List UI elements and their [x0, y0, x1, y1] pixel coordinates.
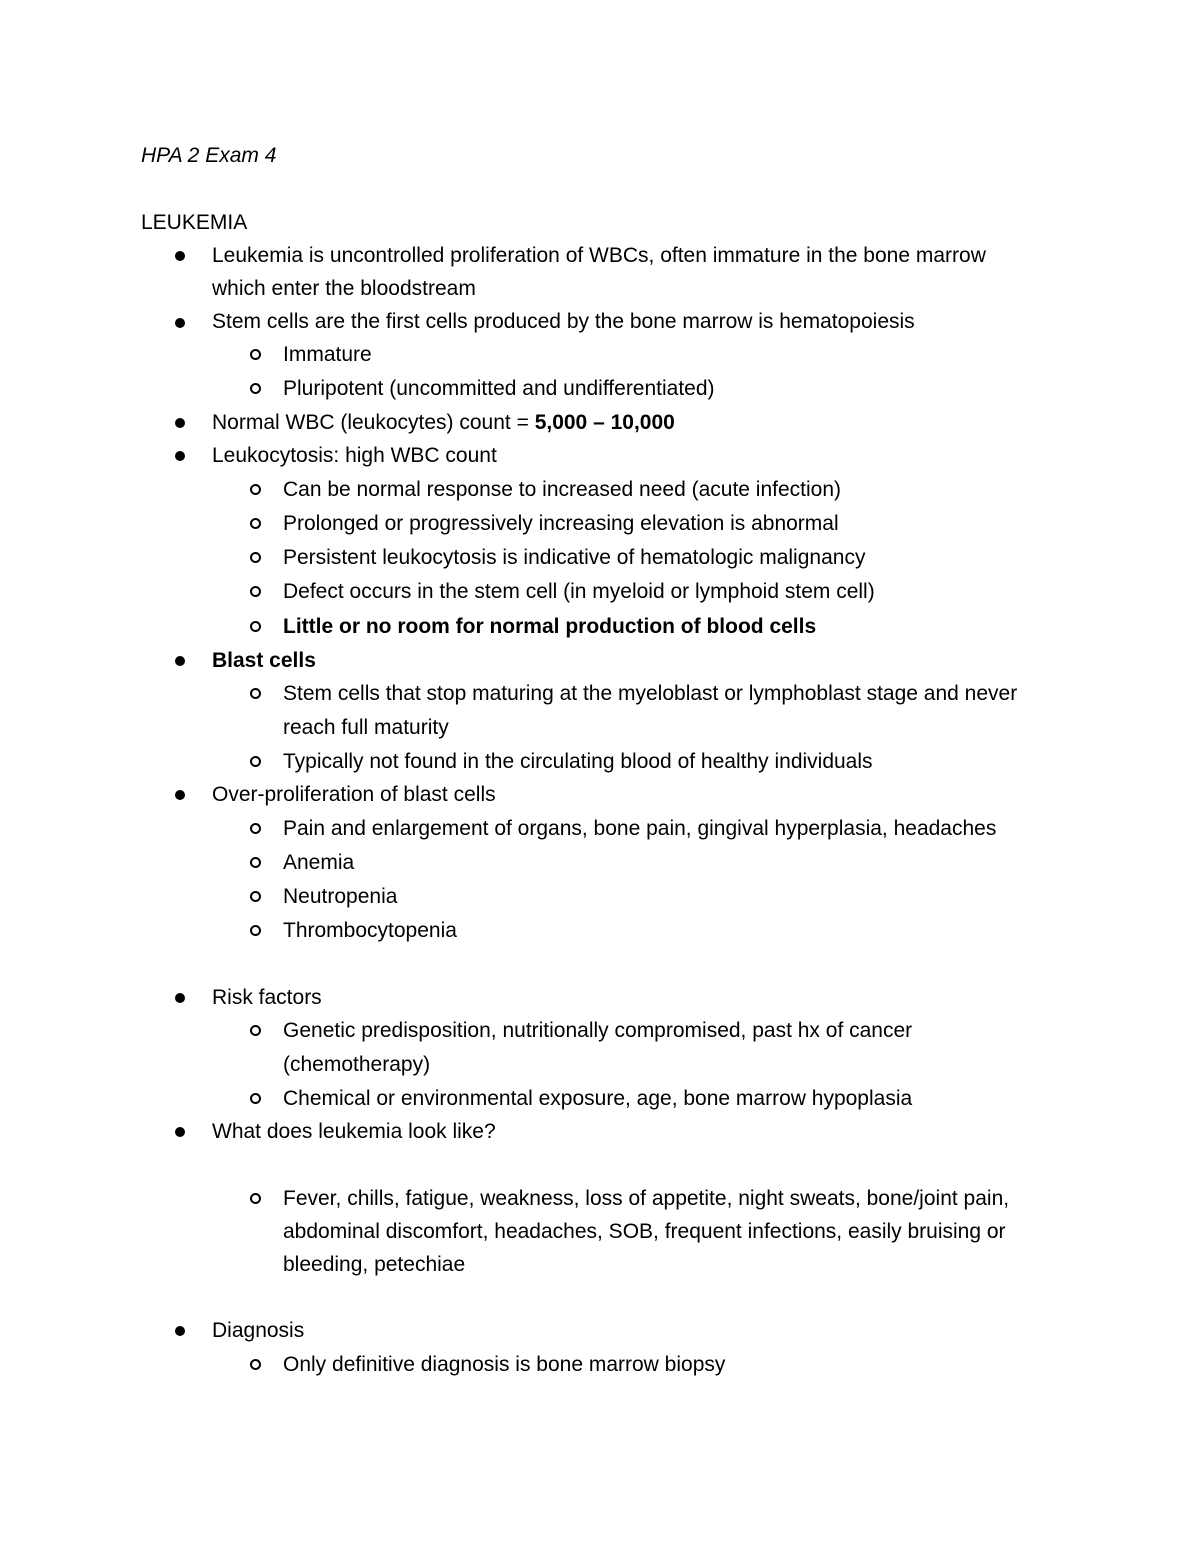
sub-bullet-icon	[250, 586, 261, 597]
sub-bullet-icon	[250, 383, 261, 394]
sub-bullet-icon	[250, 857, 261, 868]
sub-bullet-icon	[250, 518, 261, 529]
list-item-continuation: which enter the bloodstream	[212, 277, 476, 300]
list-item: Stem cells are the first cells produced by the bone marrow is hematopoiesis	[212, 310, 915, 333]
bullet-icon	[175, 790, 185, 800]
sub-list-item: Little or no room for normal production of blood cells	[283, 615, 817, 638]
sub-list-item: Chemical or environmental exposure, age, bone marrow hypoplasia	[283, 1087, 913, 1110]
sub-list-item-continuation: bleeding, petechiae	[283, 1253, 466, 1276]
list-item: Leukocytosis: high WBC count	[212, 444, 497, 467]
sub-bullet-icon	[250, 823, 261, 834]
list-item: Diagnosis	[212, 1319, 305, 1342]
sub-bullet-icon	[250, 1093, 261, 1104]
list-item	[212, 410, 675, 436]
section-heading: LEUKEMIA	[141, 211, 248, 234]
sub-list-item: Prolonged or progressively increasing elevation is abnormal	[283, 512, 839, 535]
sub-bullet-icon	[250, 349, 261, 360]
bullet-icon	[175, 451, 185, 461]
bullet-icon	[175, 993, 185, 1003]
bullet-icon	[175, 1127, 185, 1137]
wbc-count-value: 5,000 – 10,000	[534, 411, 675, 434]
sub-list-item: Thrombocytopenia	[283, 919, 457, 942]
sub-list-item-continuation: (chemotherapy)	[283, 1053, 431, 1076]
sub-bullet-icon	[250, 552, 261, 563]
list-item: Leukemia is uncontrolled proliferation of WBCs, often immature in the bone marrow	[212, 244, 986, 267]
sub-list-item: Stem cells that stop maturing at the myeloblast or lymphoblast stage and never	[283, 682, 1018, 705]
bullet-icon	[175, 1326, 185, 1336]
document-title: HPA 2 Exam 4	[141, 144, 277, 167]
sub-list-item: Defect occurs in the stem cell (in myeloid or lymphoid stem cell)	[283, 580, 875, 603]
sub-list-item: Pain and enlargement of organs, bone pain, gingival hyperplasia, headaches	[283, 817, 997, 840]
bullet-icon	[175, 418, 185, 428]
sub-bullet-icon	[250, 1359, 261, 1370]
bullet-icon	[175, 318, 185, 328]
sub-bullet-icon	[250, 688, 261, 699]
bullet-icon	[175, 656, 185, 666]
sub-list-item: Only definitive diagnosis is bone marrow biopsy	[283, 1353, 726, 1376]
list-item: Blast cells	[212, 649, 316, 672]
list-item: What does leukemia look like?	[212, 1120, 496, 1143]
sub-list-item: Immature	[283, 343, 372, 366]
sub-bullet-icon	[250, 484, 261, 495]
sub-list-item: Neutropenia	[283, 885, 398, 908]
sub-list-item: Pluripotent (uncommitted and undifferentiated)	[283, 377, 715, 400]
sub-bullet-icon	[250, 1025, 261, 1036]
sub-list-item: Anemia	[283, 851, 355, 874]
wbc-count-label: Normal WBC (leukocytes) count =	[212, 411, 535, 434]
sub-list-item: Persistent leukocytosis is indicative of hematologic malignancy	[283, 546, 866, 569]
sub-list-item: Typically not found in the circulating blood of healthy individuals	[283, 750, 873, 773]
list-item: Risk factors	[212, 986, 322, 1009]
list-item: Over-proliferation of blast cells	[212, 783, 496, 806]
sub-bullet-icon	[250, 891, 261, 902]
sub-list-item: Can be normal response to increased need (acute infection)	[283, 478, 841, 501]
bullet-icon	[175, 251, 185, 261]
sub-list-item: Fever, chills, fatigue, weakness, loss of appetite, night sweats, bone/joint pain,	[283, 1187, 1010, 1210]
sub-list-item: Genetic predisposition, nutritionally compromised, past hx of cancer	[283, 1019, 913, 1042]
sub-list-item-continuation: abdominal discomfort, headaches, SOB, frequent infections, easily bruising or	[283, 1220, 1006, 1243]
sub-bullet-icon	[250, 756, 261, 767]
sub-bullet-icon	[250, 1193, 261, 1204]
sub-bullet-icon	[250, 621, 261, 632]
sub-bullet-icon	[250, 925, 261, 936]
sub-list-item-continuation: reach full maturity	[283, 716, 449, 739]
